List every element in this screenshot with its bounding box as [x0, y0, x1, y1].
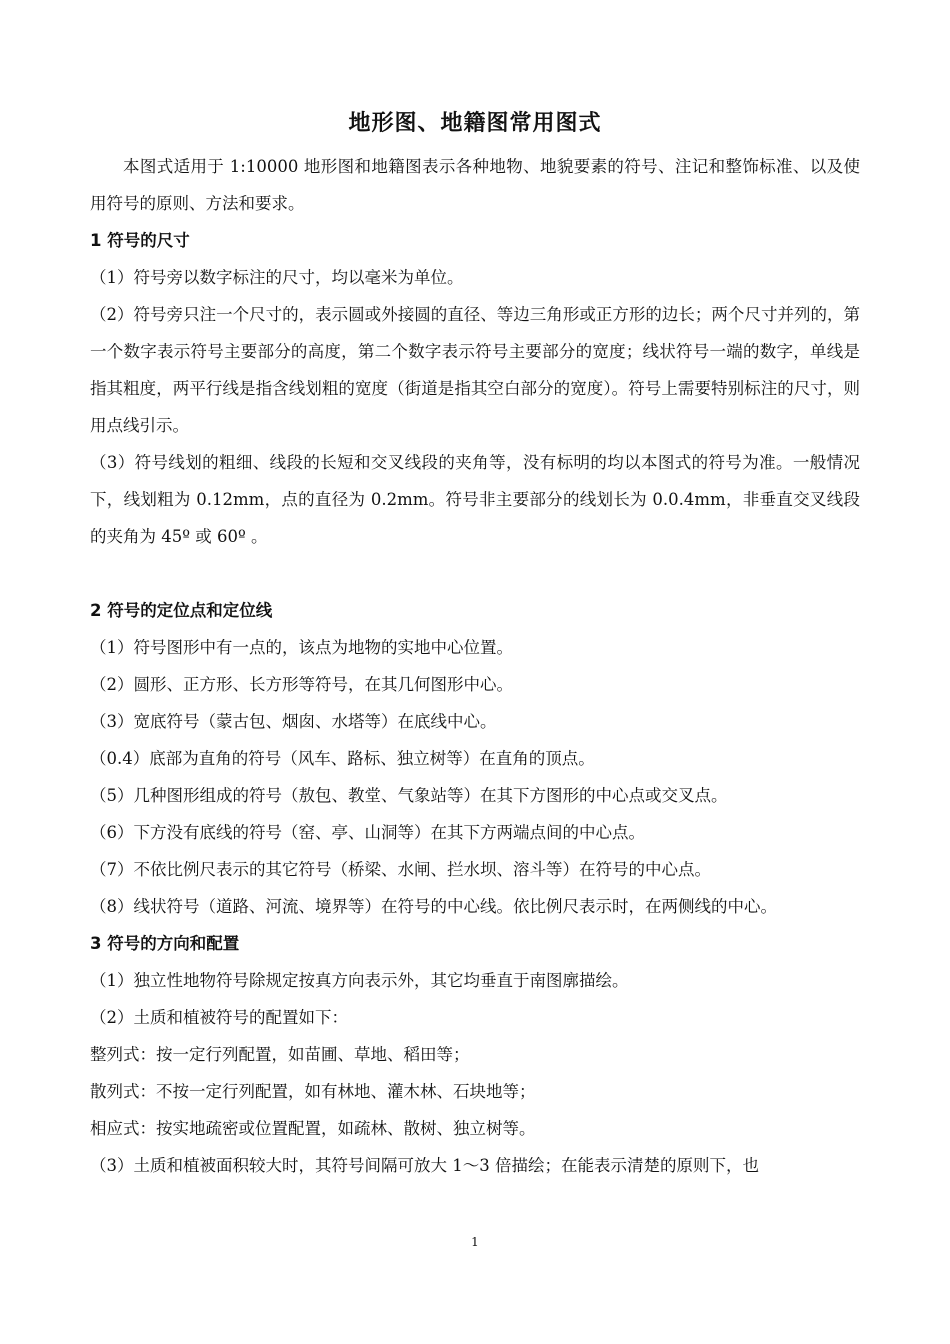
section-spacer	[90, 555, 860, 592]
list-item: （3）符号线划的粗细、线段的长短和交叉线段的夹角等，没有标明的均以本图式的符号为准。一般情况下，线划粗为 0.12mm，点的直径为 0.2mm。符号非主要部分的线划长为 0.0.4mm，非垂直交叉线段的夹角为 45º 或 60º 。	[90, 453, 860, 546]
list-item: （7）不依比例尺表示的其它符号（桥梁、水闸、拦水坝、溶斗等）在符号的中心点。	[90, 860, 711, 879]
list-item: （6）下方没有底线的符号（窑、亭、山洞等）在其下方两端点间的中心点。	[90, 823, 645, 842]
list-item: （3）宽底符号（蒙古包、烟囱、水塔等）在底线中心。	[90, 712, 497, 731]
list-item: （5）几种图形组成的符号（敖包、教堂、气象站等）在其下方图形的中心点或交叉点。	[90, 786, 728, 805]
list-item: （8）线状符号（道路、河流、境界等）在符号的中心线。依比例尺表示时，在两侧线的中心。	[90, 897, 777, 916]
list-item: （2）符号旁只注一个尺寸的，表示圆或外接圆的直径、等边三角形或正方形的边长；两个尺寸并列的，第一个数字表示符号主要部分的高度，第二个数字表示符号主要部分的宽度；线状符号一端的数字，单线是指其粗度，两平行线是指含线划粗的宽度（街道是指其空白部分的宽度）。符号上需要特别标注的尺寸，则用点线引示。	[90, 305, 860, 435]
list-item: （2）圆形、正方形、长方形等符号，在其几何图形中心。	[90, 675, 513, 694]
list-item: （3）土质和植被面积较大时，其符号间隔可放大 1～3 倍描绘；在能表示清楚的原则下，也	[90, 1156, 759, 1175]
plain-line: 相应式：按实地疏密或位置配置，如疏林、散树、独立树等。	[90, 1119, 536, 1138]
document-body	[90, 104, 860, 1184]
list-item: （2）土质和植被符号的配置如下：	[90, 1008, 348, 1027]
list-item: （1）独立性地物符号除规定按真方向表示外，其它均垂直于南图廓描绘。	[90, 971, 629, 990]
intro-paragraph: 本图式适用于 1:10000 地形图和地籍图表示各种地物、地貌要素的符号、注记和整饰标准、以及使用符号的原则、方法和要求。	[90, 157, 860, 213]
section-heading-size: 1 符号的尺寸	[90, 231, 190, 250]
document-title: 地形图、地籍图常用图式	[348, 111, 602, 136]
plain-line: 散列式：不按一定行列配置，如有林地、灌木林、石块地等；	[90, 1082, 536, 1101]
list-item: （0.4）底部为直角的符号（风车、路标、独立树等）在直角的顶点。	[90, 749, 595, 768]
plain-line: 整列式：按一定行列配置，如苗圃、草地、稻田等；	[90, 1045, 470, 1064]
page-number: 1	[471, 1235, 479, 1249]
section-heading-direction: 3 符号的方向和配置	[90, 934, 240, 953]
section-heading-positioning: 2 符号的定位点和定位线	[90, 601, 273, 620]
list-item: （1）符号图形中有一点的，该点为地物的实地中心位置。	[90, 638, 513, 657]
list-item: （1）符号旁以数字标注的尺寸，均以毫米为单位。	[90, 268, 464, 287]
